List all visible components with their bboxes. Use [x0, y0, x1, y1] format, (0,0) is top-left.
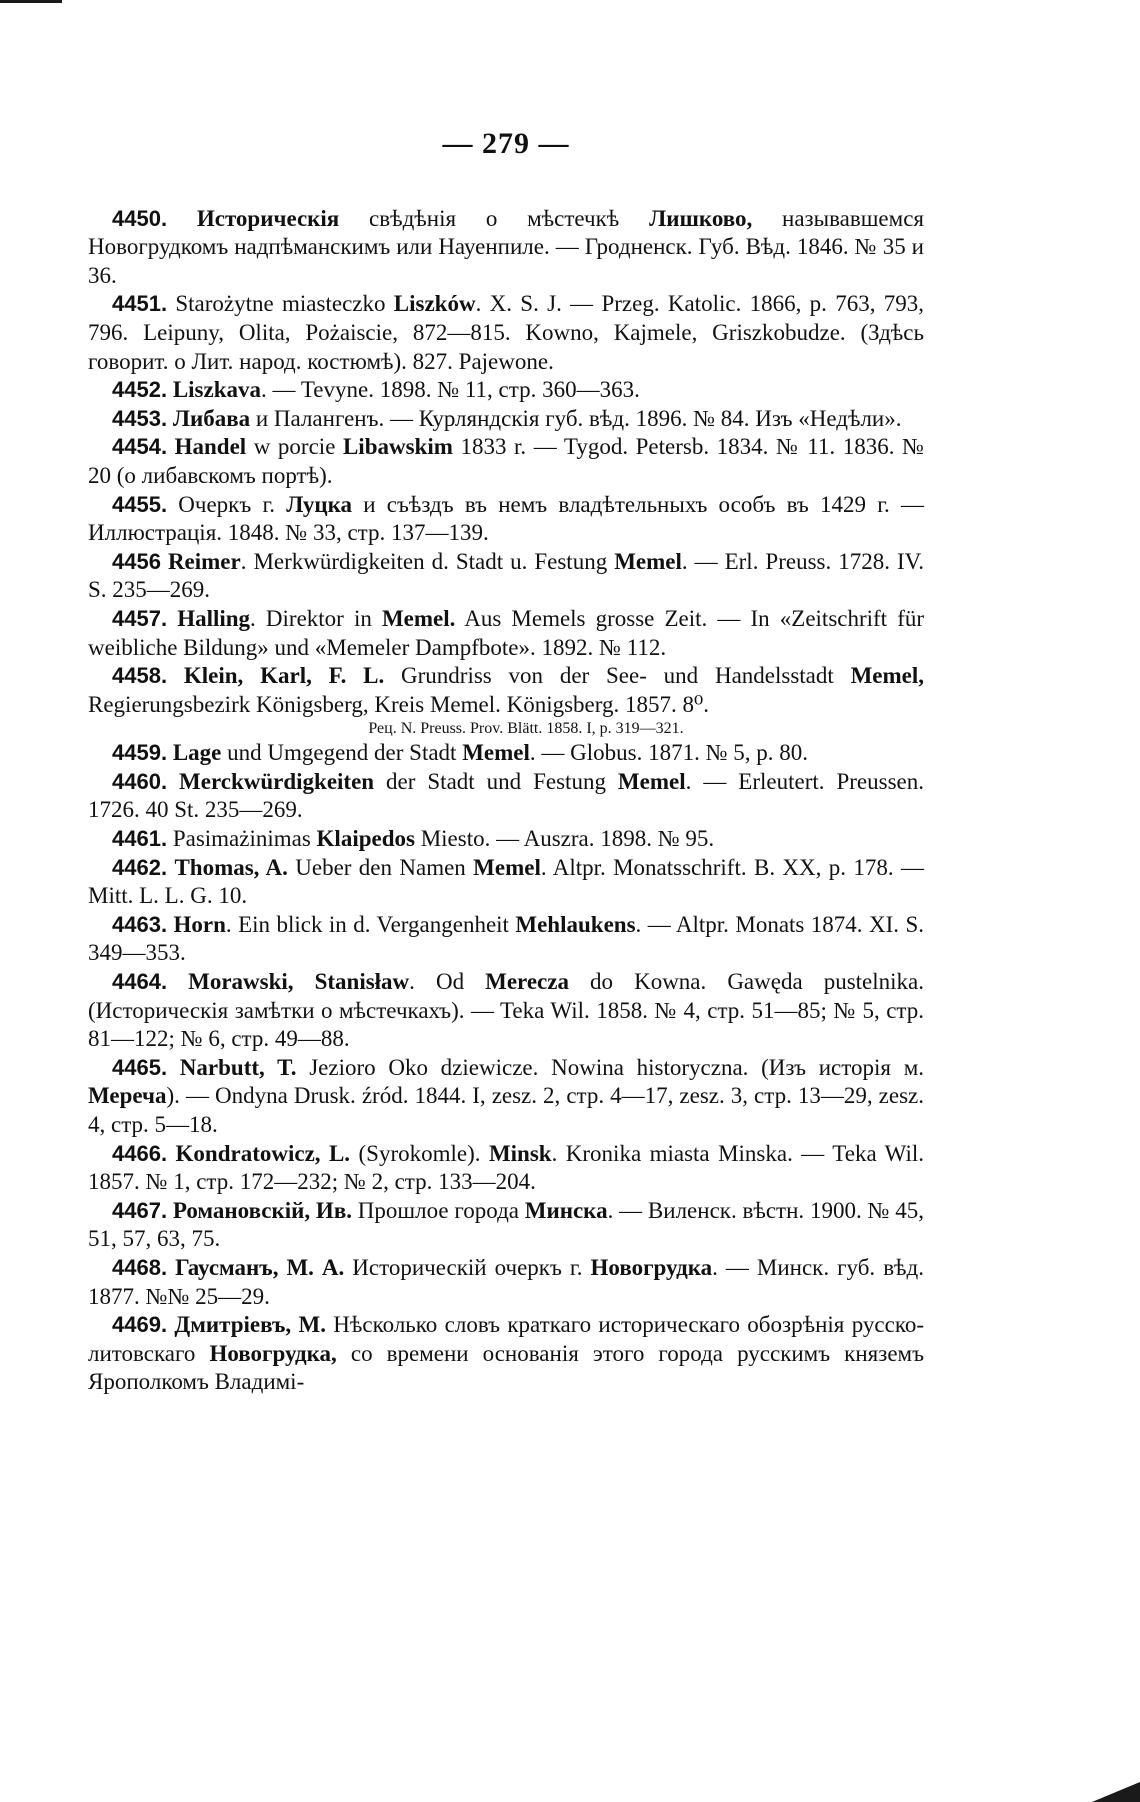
entry-heading: Memel	[617, 768, 686, 794]
entry-text: Jezioro Oko dziewicze. Nowina historyczna. (Изъ исторія м.	[296, 1054, 924, 1080]
entry-text: Нѣсколько словъ краткаго историческаго обозрѣнія русско-литовскаго	[88, 1312, 924, 1366]
entry-heading: Мереча	[88, 1083, 167, 1109]
entry-heading: Handel	[174, 434, 247, 460]
entry-heading: Memel	[614, 548, 682, 574]
entry-text: Историческій очеркъ г.	[344, 1254, 591, 1280]
entry-text: 1833 r. — Tygod. Petersb. 1834. № 11. 1836. № 20 (о либавскомъ портѣ).	[88, 434, 924, 488]
entry-number: 4467.	[112, 1197, 168, 1223]
entry-text: и Палангенъ. — Курляндскія губ. вѣд. 1896. № 84. Изъ «Недѣли».	[250, 405, 902, 431]
bibliography-entry	[88, 605, 924, 662]
entry-heading: Minsk	[488, 1140, 552, 1166]
entry-text: w porcie	[246, 434, 343, 460]
entry-heading: Horn	[173, 911, 226, 937]
entry-heading: Memel.	[381, 605, 456, 631]
entry-number: 4460.	[112, 768, 168, 794]
bibliography-entry	[88, 205, 924, 291]
bibliography-entry	[88, 768, 924, 825]
entry-text: . — Altpr. Monats 1874. XI. S. 349—353.	[88, 911, 925, 966]
entry-number: 4455.	[112, 491, 168, 517]
entry-number: 4462.	[112, 854, 168, 880]
entry-heading: Новогрудка,	[209, 1340, 337, 1366]
entry-number: 4453.	[112, 405, 168, 431]
entry-text: do Kowna. Gawęda pustelnika. (Историческія замѣтки о мѣстечкахъ). — Teka Wil. 1858. № 4, стр. 51—85; № 5, стр. 81—122; № 6, стр. 49—88.	[88, 969, 924, 1052]
entry-text: Regierungsbezirk Königsberg, Kreis Memel. Königsberg. 1857. 8⁰.	[88, 691, 709, 717]
entry-heading: Klein, Karl, F. L.	[183, 663, 385, 689]
entry-heading: Libawskim	[342, 434, 453, 460]
entry-heading: Минска	[524, 1197, 608, 1223]
bibliography-entry	[88, 548, 924, 605]
entry-text: (Syrokomle).	[350, 1140, 489, 1166]
entry-text: . Altpr. Monatsschrift. B. XX, p. 178. — Mitt. L. L. G. 10.	[88, 854, 924, 909]
entry-number: 4456	[112, 548, 161, 574]
bibliography-entry	[88, 968, 924, 1054]
book-page	[88, 127, 925, 1397]
entry-heading: Merecza	[485, 969, 569, 995]
entry-number: 4451.	[112, 291, 168, 317]
bibliography-entry	[88, 290, 924, 376]
entry-text: . — Виленск. вѣстн. 1900. № 45, 51, 57, 63, 75.	[88, 1197, 925, 1252]
bibliography-entry	[88, 1311, 924, 1397]
entry-text: со времени основанія этого города русскимъ княземъ Ярополкомъ Владимі-	[88, 1340, 924, 1395]
entry-heading: Kondratowicz, L.	[175, 1140, 351, 1166]
bibliography-entry	[88, 433, 924, 490]
entry-text: Очеркъ г.	[178, 491, 287, 517]
entry-number: 4466.	[112, 1140, 168, 1166]
bibliography-entry	[88, 1054, 924, 1140]
entry-heading: Либава	[172, 405, 251, 431]
entry-number: 4469.	[112, 1312, 168, 1338]
entry-heading: Романовскій, Ив.	[172, 1197, 352, 1223]
bibliography-entry	[88, 376, 924, 405]
entry-number: 4463.	[112, 911, 168, 937]
entry-text: и съѣздъ въ немъ владѣтельныхъ особъ въ 1429 г. — Иллюстрація. 1848. № 33, стр. 137—139.	[88, 491, 924, 546]
entry-text: . — Tevyne. 1898. № 11, стр. 360—363.	[261, 377, 640, 403]
entry-heading: Историческія	[196, 205, 340, 231]
entry-text: . Ein blick in d. Vergangenheit	[225, 911, 516, 937]
entry-text: свѣдѣнія о мѣстечкѣ	[339, 205, 650, 231]
entry-heading: Reimer	[167, 548, 241, 574]
page-number: — 279 —	[442, 127, 570, 160]
entry-number: 4459.	[112, 740, 168, 766]
entry-number: 4468.	[112, 1254, 168, 1280]
entry-number: 4464.	[112, 969, 168, 995]
entry-text: Starożytne miasteczko	[175, 291, 394, 317]
entry-number: 4454.	[112, 434, 168, 460]
entry-text: . X. S. J. — Przeg. Katolic. 1866, p. 763, 793, 796. Leipuny, Olita, Pożaiscie, 872—815. Kowno, Kajmele, Griszkobudze. (Здѣсь говорит. о Лит. народ. костюмѣ). 827. Pajewone.	[88, 291, 925, 374]
entry-heading: Liszków	[393, 291, 476, 317]
entry-heading: Луцка	[286, 491, 352, 517]
entry-heading: Halling	[177, 605, 251, 631]
entry-heading: Mehlaukens	[515, 911, 636, 937]
bibliography-entry	[88, 1254, 924, 1311]
bibliography-entry	[88, 1140, 924, 1197]
scan-edge-mark-bottom	[1092, 1782, 1140, 1802]
entry-heading: Лишково,	[649, 205, 753, 231]
entry-text: . — Erl. Preuss. 1728. IV. S. 235—269.	[88, 548, 925, 603]
bibliography-entry	[88, 739, 924, 768]
entry-text: ). — Ondyna Drusk. źród. 1844. I, zesz. 2, стр. 4—17, zesz. 3, стр. 13—29, zesz. 4, стр. 5—18.	[88, 1083, 924, 1137]
entry-heading: Memel	[462, 740, 530, 766]
entry-heading: Klaipedos	[316, 826, 415, 852]
entry-heading: Гаусманъ, М. А.	[175, 1254, 345, 1280]
entry-number: 4452.	[112, 377, 168, 403]
entry-heading: Memel	[473, 854, 541, 880]
entry-heading: Merckwürdigkeiten	[179, 768, 375, 794]
entry-text: . — Erleutert. Preussen. 1726. 40 St. 235—269.	[88, 768, 924, 823]
scan-edge-mark-top	[0, 0, 62, 3]
entry-text: Pasimażinimas	[172, 826, 317, 852]
entry-text: . — Globus. 1871. № 5, p. 80.	[529, 740, 809, 766]
entry-number: 4457.	[112, 605, 168, 631]
entry-number: 4458.	[112, 663, 168, 689]
entry-text: Aus Memels grosse Zeit. — In «Zeitschrift für weibliche Bildung» und «Memeler Dampfbote». 1892. № 112.	[88, 605, 925, 660]
bibliography-list	[88, 205, 924, 1397]
bibliography-entry	[88, 911, 924, 968]
entry-text: Прошлое города	[352, 1197, 525, 1223]
entry-text: . Merkwürdigkeiten d. Stadt u. Festung	[240, 548, 615, 574]
entry-heading: Narbutt, T.	[179, 1054, 297, 1080]
entry-heading: Дмитріевъ, М.	[174, 1312, 326, 1338]
bibliography-entry	[88, 405, 924, 434]
entry-heading: Новогрудка	[590, 1254, 713, 1280]
entry-heading: Liszkava	[172, 377, 261, 403]
entry-heading: Lage	[172, 740, 222, 766]
entry-text: . — Минск. губ. вѣд. 1877. №№ 25—29.	[88, 1254, 924, 1309]
entry-text: называвшемся Новогрудкомъ надпѣманскимъ или Науенпиле. — Гродненск. Губ. Вѣд. 1846. № 35 и 36.	[88, 205, 924, 288]
entry-text: der Stadt und Festung	[374, 768, 618, 794]
review-note: Рец. N. Preuss. Prov. Blätt. 1858. I, p. 319—321.	[368, 720, 684, 738]
bibliography-entry	[88, 854, 924, 911]
entry-text: Grundriss von der See- und Handelsstadt	[384, 663, 851, 689]
entry-text: und Umgegend der Stadt	[221, 740, 463, 766]
entry-text: . Od	[409, 969, 486, 995]
entry-text: . Direktor in	[250, 605, 382, 631]
bibliography-entry	[88, 1197, 924, 1254]
entry-text: Miesto. — Auszra. 1898. № 95.	[414, 826, 715, 852]
bibliography-entry	[88, 491, 924, 548]
bibliography-entry	[88, 662, 924, 719]
entry-heading: Memel,	[850, 663, 925, 689]
entry-number: 4450.	[112, 205, 168, 231]
entry-text: Ueber den Namen	[287, 854, 474, 880]
bibliography-entry	[88, 825, 924, 854]
entry-heading: Thomas, A.	[174, 854, 288, 880]
entry-number: 4465.	[112, 1054, 168, 1080]
entry-text: . Kronika miasta Minska. — Teka Wil. 1857. № 1, стр. 172—232; № 2, стр. 133—204.	[88, 1140, 924, 1195]
entry-heading: Morawski, Stanisław	[188, 969, 410, 995]
entry-number: 4461.	[112, 826, 168, 852]
